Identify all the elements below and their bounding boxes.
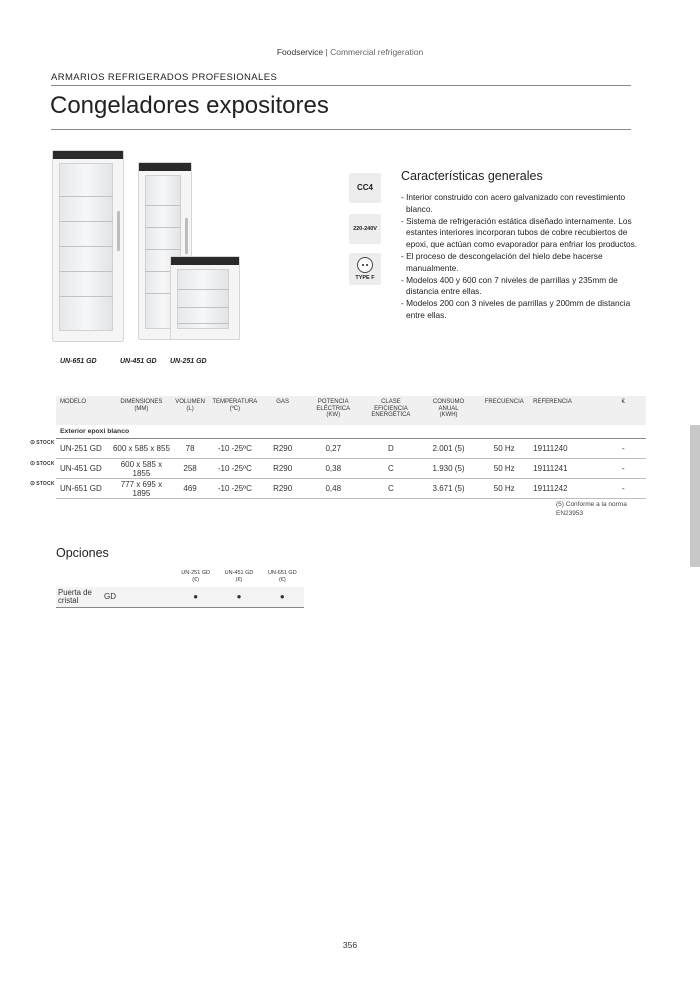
cell-clase: C bbox=[364, 479, 418, 499]
section-label: ARMARIOS REFRIGERADOS PROFESIONALES bbox=[51, 72, 278, 83]
cell-temperatura: -10 -25ºC bbox=[207, 439, 263, 459]
cell-modelo: UN-651 GD bbox=[56, 479, 110, 499]
cell-dimensiones: 777 x 695 x 1895 bbox=[110, 479, 174, 499]
cell-consumo: 2.001 (5) bbox=[418, 439, 480, 459]
col-header-modelo: MODELO bbox=[56, 396, 110, 425]
feature-item: - Modelos 400 y 600 con 7 niveles de parrillas y 235mm de distancia entre ellas. bbox=[401, 274, 618, 297]
shelf bbox=[59, 296, 113, 297]
cell-potencia: 0,27 bbox=[302, 439, 364, 459]
options-title: Opciones bbox=[56, 546, 109, 560]
feature-item: - Sistema de refrigeración estática diseñado internamente. Los estantes interiores incorporan tubos de cobre recubiertos de epoxi, que actúan como evaporador para enfriar los productos. bbox=[401, 215, 638, 250]
col-header-clase: CLASE EFICIENCIA ENERGÉTICA bbox=[364, 396, 418, 425]
col-header-gas: GAS bbox=[263, 396, 303, 425]
col-header-precio: € bbox=[601, 396, 646, 425]
stock-badge: ⊙STOCK bbox=[30, 461, 55, 467]
options-col-header: UN-451 GD (€) bbox=[224, 570, 254, 583]
shelf bbox=[177, 289, 229, 290]
glass-door bbox=[177, 269, 229, 329]
cell-potencia: 0,38 bbox=[302, 459, 364, 479]
freezer-un251-illustration bbox=[170, 256, 240, 340]
title-divider bbox=[51, 129, 631, 130]
cell-dimensiones: 600 x 585 x 855 bbox=[110, 439, 174, 459]
options-header-blank bbox=[102, 568, 174, 587]
feature-item: - Modelos 200 con 3 niveles de parrillas y 200mm de distancia entre ellas. bbox=[401, 298, 631, 320]
option-available-mark: ● bbox=[174, 587, 217, 607]
running-header bbox=[0, 47, 700, 57]
stock-icon: ⊙ bbox=[30, 461, 36, 467]
voltage-icon: 220-240V bbox=[349, 214, 381, 244]
stock-badge: ⊙STOCK bbox=[30, 440, 55, 446]
shelf bbox=[145, 249, 181, 250]
cell-clase: D bbox=[364, 439, 418, 459]
caption-un451: UN-451 GD bbox=[120, 358, 157, 365]
header-separator: | bbox=[325, 47, 328, 57]
stock-icon: ⊙ bbox=[30, 440, 36, 446]
shelf bbox=[59, 246, 113, 247]
cell-gas: R290 bbox=[263, 479, 303, 499]
feature-item: - El proceso de descongelación del hielo debe hacerse manualmente. bbox=[401, 250, 603, 273]
col-header-frecuencia: FRECUENCIA bbox=[479, 396, 529, 425]
cell-consumo: 3.671 (5) bbox=[418, 479, 480, 499]
cell-temperatura: -10 -25ºC bbox=[207, 479, 263, 499]
cell-precio: - bbox=[601, 439, 646, 459]
cell-clase: C bbox=[364, 459, 418, 479]
table-row bbox=[56, 459, 646, 479]
cell-precio: - bbox=[601, 479, 646, 499]
option-code: GD bbox=[102, 587, 174, 607]
shelf bbox=[177, 307, 229, 308]
cell-gas: R290 bbox=[263, 439, 303, 459]
page-title: Congeladores expositores bbox=[50, 92, 329, 119]
plug-socket-icon bbox=[349, 253, 381, 285]
option-name: Puerta de cristal bbox=[56, 587, 102, 607]
col-header-volumen: VOLUMEN (L) bbox=[173, 396, 207, 425]
shelf bbox=[145, 205, 181, 206]
option-available-mark: ● bbox=[261, 587, 304, 607]
control-panel bbox=[53, 151, 123, 159]
plug-type-label: TYPE F bbox=[355, 275, 375, 281]
options-header-row bbox=[56, 568, 304, 587]
options-col-header: UN-251 GD (€) bbox=[181, 570, 211, 583]
cell-dimensiones: 600 x 585 x 1855 bbox=[110, 459, 174, 479]
table-row bbox=[56, 479, 646, 499]
specs-table bbox=[56, 396, 646, 499]
shelf bbox=[59, 196, 113, 197]
options-row bbox=[56, 587, 304, 607]
col-header-temperatura: TEMPERATURA (ºC) bbox=[207, 396, 263, 425]
cell-temperatura: -10 -25ºC bbox=[207, 459, 263, 479]
table-row bbox=[56, 439, 646, 459]
top-divider bbox=[51, 85, 631, 86]
cell-frecuencia: 50 Hz bbox=[479, 439, 529, 459]
glass-door bbox=[59, 163, 113, 331]
cell-consumo: 1.930 (5) bbox=[418, 459, 480, 479]
col-header-potencia: POTENCIA ELÉCTRICA (KW) bbox=[302, 396, 364, 425]
freezer-un651-illustration bbox=[52, 150, 124, 342]
cell-volumen: 469 bbox=[173, 479, 207, 499]
options-col-header: UN-651 GD (€) bbox=[267, 570, 297, 583]
feature-item: - Interior construido con acero galvanizado con revestimiento blanco. bbox=[401, 192, 626, 214]
header-category: Commercial refrigeration bbox=[330, 47, 424, 57]
control-panel bbox=[171, 257, 239, 265]
group-label: Exterior epoxi blanco bbox=[56, 425, 646, 439]
door-handle bbox=[117, 211, 120, 251]
product-image bbox=[50, 148, 245, 348]
cell-precio: - bbox=[601, 459, 646, 479]
cell-referencia: 19111240 bbox=[529, 439, 600, 459]
page-number: 356 bbox=[342, 940, 358, 950]
cell-referencia: 19111241 bbox=[529, 459, 600, 479]
caption-un651: UN-651 GD bbox=[60, 358, 97, 365]
shelf bbox=[177, 323, 229, 324]
col-header-referencia: REFERENCIA bbox=[529, 396, 600, 425]
group-row bbox=[56, 425, 646, 439]
features-title: Características generales bbox=[401, 169, 543, 183]
cell-volumen: 258 bbox=[173, 459, 207, 479]
col-header-dimensiones: DIMENSIONES (MM) bbox=[110, 396, 174, 425]
cell-modelo: UN-251 GD bbox=[56, 439, 110, 459]
door-handle bbox=[185, 218, 188, 254]
cell-volumen: 78 bbox=[173, 439, 207, 459]
options-header-blank bbox=[56, 568, 102, 587]
stock-badge: ⊙STOCK bbox=[30, 481, 55, 487]
cell-frecuencia: 50 Hz bbox=[479, 479, 529, 499]
footnote: (5) Conforme a la norma EN23953 bbox=[556, 501, 627, 517]
col-header-consumo: CONSUMO ANUAL (KWH) bbox=[418, 396, 480, 425]
specs-header-row bbox=[56, 396, 646, 425]
cell-gas: R290 bbox=[263, 459, 303, 479]
shelf bbox=[59, 221, 113, 222]
option-available-mark: ● bbox=[217, 587, 260, 607]
side-tab-marker bbox=[690, 425, 700, 567]
shelf bbox=[59, 271, 113, 272]
stock-icon: ⊙ bbox=[30, 481, 36, 487]
options-table bbox=[56, 568, 304, 608]
cell-referencia: 19111242 bbox=[529, 479, 600, 499]
features-list bbox=[401, 192, 641, 322]
climate-class-icon: CC4 bbox=[349, 173, 381, 203]
cell-frecuencia: 50 Hz bbox=[479, 459, 529, 479]
header-brand: Foodservice bbox=[276, 47, 324, 57]
socket-icon bbox=[357, 257, 373, 273]
cell-potencia: 0,48 bbox=[302, 479, 364, 499]
control-panel bbox=[139, 163, 191, 171]
cell-modelo: UN-451 GD bbox=[56, 459, 110, 479]
caption-un251: UN-251 GD bbox=[170, 358, 207, 365]
shelf bbox=[145, 227, 181, 228]
